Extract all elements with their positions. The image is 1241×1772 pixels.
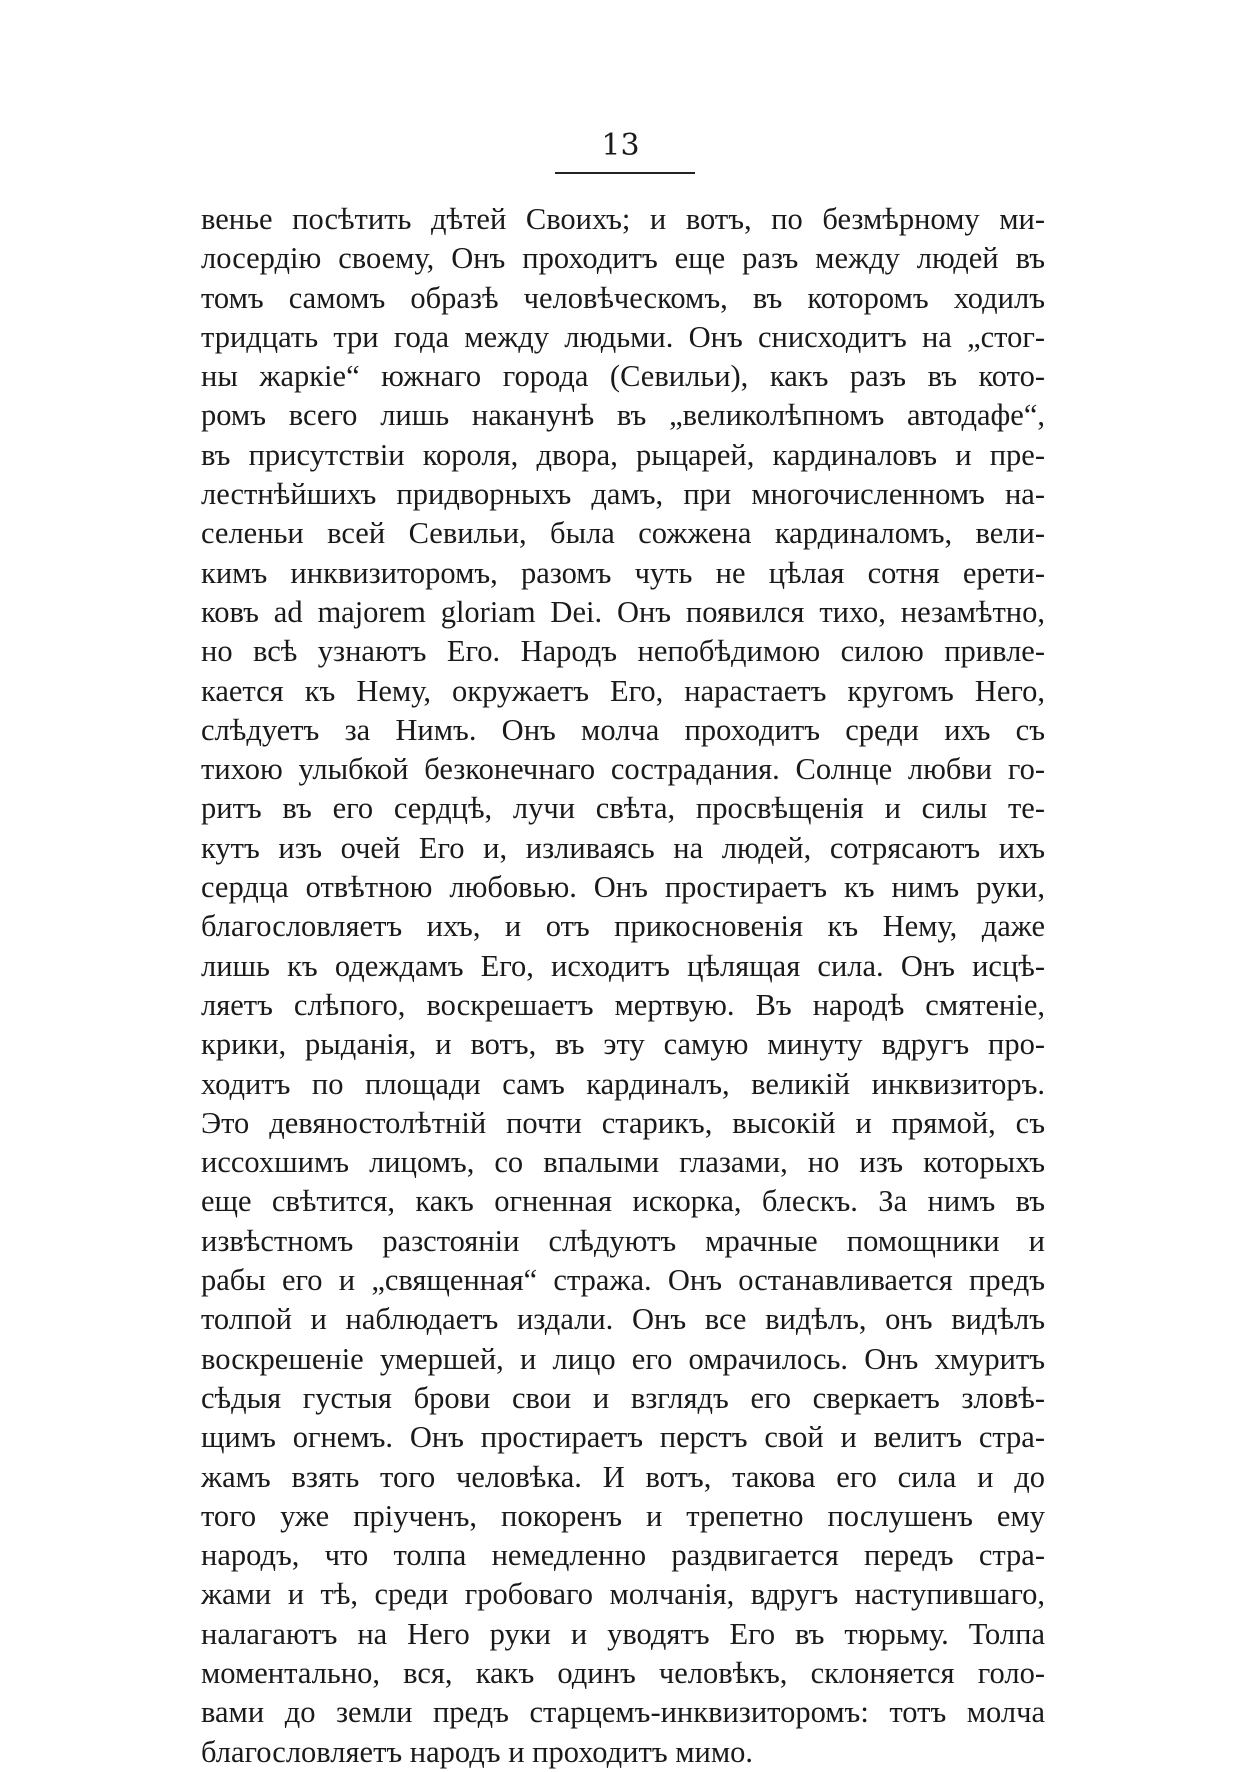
page-number: 13 <box>601 128 640 163</box>
text-line: тихою улыбкой безконечнаго сострадания. Солнце любви го- <box>201 752 1045 787</box>
text-line: народъ, что толпа немедленно раздвигается передъ стра- <box>201 1538 1045 1573</box>
text-line: лестнѣйшихъ придворныхъ дамъ, при многочисленномъ на- <box>201 477 1045 512</box>
text-line: благословляетъ народъ и проходитъ мимо. <box>201 1734 754 1769</box>
text-line: ковъ ad majorem gloriam Dei. Онъ появился тихо, незамѣтно, <box>201 594 1045 629</box>
text-line: ромъ всего лишь наканунѣ въ „великолѣпномъ автодафе“, <box>201 398 1045 433</box>
text-line: ходитъ по площади самъ кардиналъ, великій инквизиторъ. <box>201 1066 1045 1101</box>
text-line: селеньи всей Севильи, была сожжена кардиналомъ, вели- <box>201 516 1045 551</box>
text-line: иссохшимъ лицомъ, со впалыми глазами, но изъ которыхъ <box>201 1145 1045 1180</box>
text-line: благословляетъ ихъ, и отъ прикосновенія къ Нему, даже <box>201 909 1045 944</box>
text-line: ляетъ слѣпого, воскрешаетъ мертвую. Въ народѣ смятеніе, <box>201 987 1045 1022</box>
text-line: лосердію своему, Онъ проходитъ еще разъ между людей въ <box>201 241 1045 276</box>
text-line: жами и тѣ, среди гробоваго молчанія, вдругъ наступившаго, <box>201 1577 1045 1612</box>
text-line: вами до земли предъ старцемъ-инквизиторомъ: тотъ молча <box>201 1695 1045 1730</box>
body-text <box>201 200 1045 1772</box>
text-line: того уже пріученъ, покоренъ и трепетно послушенъ ему <box>201 1498 1045 1533</box>
text-line: въ присутствіи короля, двора, рыцарей, кардиналовъ и пре- <box>201 437 1045 472</box>
text-line: толпой и наблюдаетъ издали. Онъ все видѣлъ, онъ видѣлъ <box>201 1302 1045 1337</box>
text-line: сѣдыя густыя брови свои и взглядъ его сверкаетъ зловѣ- <box>201 1380 1045 1415</box>
text-line: тридцать три года между людьми. Онъ снисходитъ на „стог- <box>201 319 1045 354</box>
text-line: извѣстномъ разстояніи слѣдуютъ мрачные помощники и <box>201 1223 1045 1258</box>
text-line: щимъ огнемъ. Онъ простираетъ перстъ свой и велитъ стра- <box>201 1420 1045 1455</box>
text-line: ритъ въ его сердцѣ, лучи свѣта, просвѣщенія и силы те- <box>201 791 1045 826</box>
text-line: кутъ изъ очей Его и, изливаясь на людей, сотрясаютъ ихъ <box>201 830 1045 865</box>
text-line: сердца отвѣтною любовью. Онъ простираетъ къ нимъ руки, <box>201 870 1045 905</box>
text-line: лишь къ одеждамъ Его, исходитъ цѣлящая сила. Онъ исцѣ- <box>201 948 1045 983</box>
text-line: воскрешеніе умершей, и лицо его омрачилось. Онъ хмуритъ <box>201 1341 1045 1376</box>
text-line: но всѣ узнаютъ Его. Народъ непобѣдимою силою привле- <box>201 634 1045 669</box>
text-line: ны жаркіе“ южнаго города (Севильи), какъ разъ въ кото- <box>201 359 1045 394</box>
text-line: Это девяностолѣтній почти старикъ, высокій и прямой, съ <box>201 1105 1045 1140</box>
text-line: кимъ инквизиторомъ, разомъ чуть не цѣлая сотня ерети- <box>201 555 1045 590</box>
text-line: слѣдуетъ за Нимъ. Онъ молча проходитъ среди ихъ съ <box>201 712 1045 747</box>
text-line: налагаютъ на Него руки и уводятъ Его въ тюрьму. Толпа <box>201 1616 1045 1651</box>
text-line: томъ самомъ образѣ человѣческомъ, въ которомъ ходилъ <box>201 280 1045 315</box>
text-line: кается къ Нему, окружаетъ Его, нарастаетъ кругомъ Него, <box>201 673 1045 708</box>
text-line: рабы его и „священная“ стража. Онъ останавливается предъ <box>201 1263 1045 1298</box>
text-line: венье посѣтить дѣтей Своихъ; и вотъ, по безмѣрному ми- <box>201 202 1045 236</box>
text-line: моментально, вся, какъ одинъ человѣкъ, склоняется голо- <box>201 1655 1045 1690</box>
text-line: жамъ взять того человѣка. И вотъ, такова его сила и до <box>201 1459 1045 1494</box>
page-number-rule <box>555 172 695 174</box>
text-line: еще свѣтится, какъ огненная искорка, блескъ. За нимъ въ <box>201 1184 1045 1219</box>
text-line: крики, рыданія, и вотъ, въ эту самую минуту вдругъ про- <box>201 1027 1045 1062</box>
